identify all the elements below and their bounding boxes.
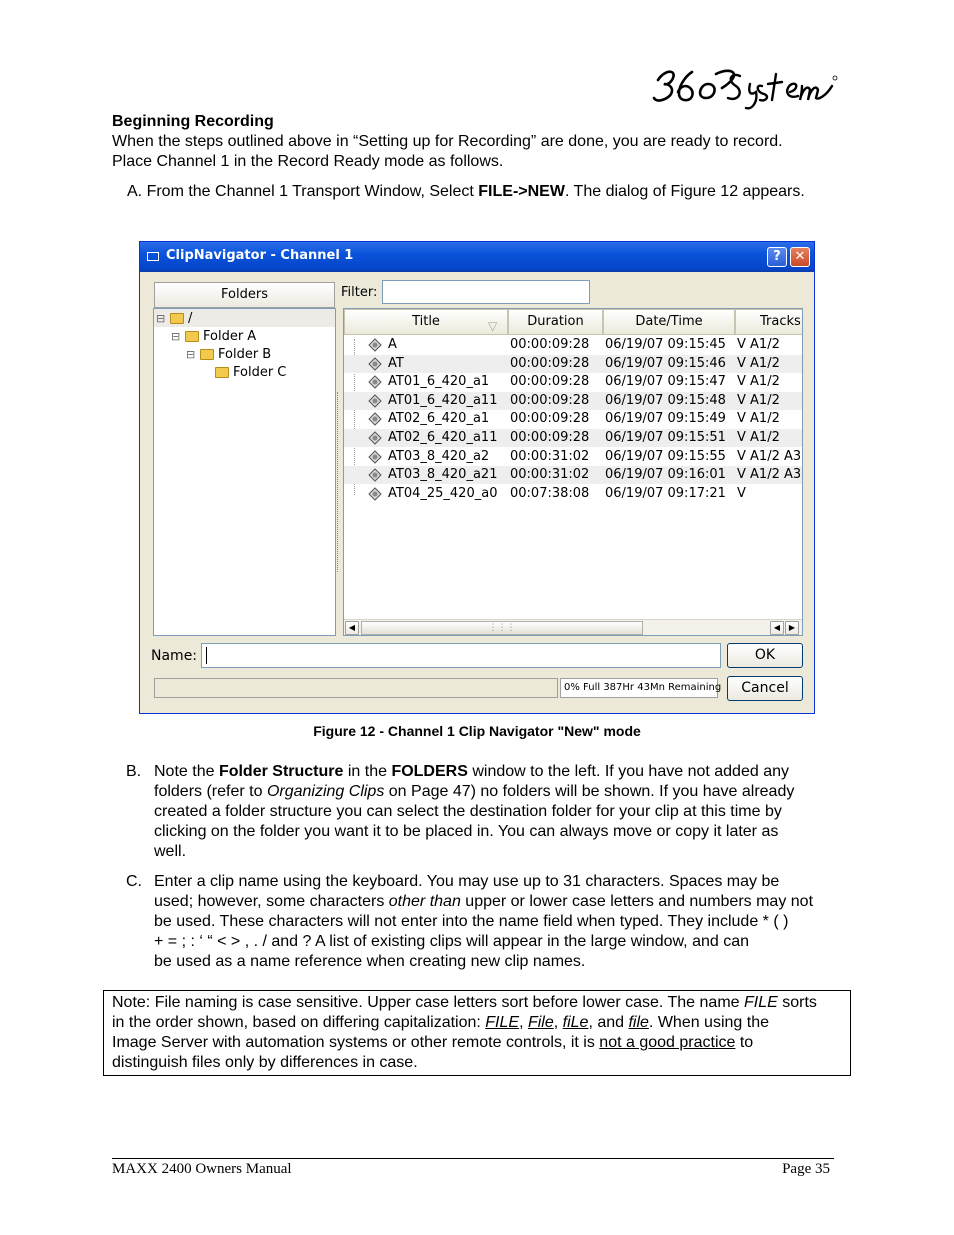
text: Note the bbox=[154, 763, 219, 780]
cell-date-time: 06/19/07 09:17:21 bbox=[605, 485, 726, 501]
cell-tracks: V A1/2 bbox=[737, 355, 780, 371]
cell-date-time: 06/19/07 09:15:47 bbox=[605, 374, 726, 390]
step-b-line-3: created a folder structure you can select the destination folder for your clip at this time by bbox=[154, 803, 782, 820]
cancel-button[interactable]: Cancel bbox=[727, 676, 803, 701]
name-input[interactable] bbox=[201, 643, 721, 668]
horizontal-scrollbar[interactable] bbox=[344, 619, 802, 636]
table-row[interactable] bbox=[344, 429, 802, 447]
cell-title: AT01_6_420_a11 bbox=[388, 392, 498, 408]
text: upper or lower case letters and numbers may not bbox=[460, 893, 814, 910]
cell-duration: 00:00:09:28 bbox=[510, 355, 590, 371]
column-tracks[interactable]: Tracks bbox=[735, 309, 803, 335]
sort-arrow-icon: ▽ bbox=[488, 319, 498, 333]
step-c-line-4: + = ; : ‘ “ < > , . / and ? A list of existing clips will appear in the large window, and can bbox=[154, 933, 749, 950]
intro-line-2: Place Channel 1 in the Record Ready mode as follows. bbox=[112, 153, 504, 170]
column-title-label: Title bbox=[412, 314, 440, 329]
column-duration[interactable]: Duration bbox=[508, 309, 603, 335]
table-row[interactable] bbox=[344, 373, 802, 391]
cell-title: AT02_6_420_a11 bbox=[388, 430, 498, 445]
scroll-thumb[interactable]: ⋮⋮⋮ bbox=[361, 621, 643, 635]
cell-date-time: 06/19/07 09:15:48 bbox=[605, 392, 726, 408]
cell-duration: 00:00:09:28 bbox=[510, 411, 590, 427]
cell-tracks: V bbox=[737, 485, 746, 501]
clip-icon bbox=[368, 468, 382, 482]
intro-line-1: When the steps outlined above in “Setting up for Recording” are done, you are ready to record. bbox=[112, 133, 783, 150]
cell-title: AT03_8_420_a2 bbox=[388, 448, 490, 464]
table-row[interactable] bbox=[344, 355, 802, 373]
clip-icon bbox=[368, 357, 382, 371]
folder-item[interactable] bbox=[201, 364, 286, 382]
scroll-left-end-button[interactable]: ◀ bbox=[770, 621, 784, 635]
text: sorts bbox=[777, 994, 817, 1011]
dialog-titlebar[interactable] bbox=[140, 242, 814, 272]
text-cursor bbox=[206, 647, 207, 664]
clip-icon bbox=[368, 375, 382, 389]
clip-icon bbox=[368, 450, 382, 464]
bold-term: Folder Structure bbox=[218, 763, 344, 780]
text: , bbox=[553, 1014, 563, 1031]
step-c-line-2 bbox=[154, 892, 813, 912]
folder-icon bbox=[200, 349, 214, 360]
folder-label: Folder B bbox=[218, 347, 272, 362]
help-button[interactable]: ? bbox=[767, 247, 787, 267]
step-b-marker: B. bbox=[126, 763, 142, 780]
footer-rule bbox=[112, 1158, 834, 1159]
clip-icon bbox=[368, 431, 382, 445]
filter-label: Filter: bbox=[341, 285, 378, 300]
ok-button[interactable]: OK bbox=[727, 643, 803, 668]
footer-page-number: Page 35 bbox=[782, 1161, 830, 1177]
table-row[interactable] bbox=[344, 485, 802, 503]
text: folders (refer to bbox=[154, 783, 267, 800]
table-row[interactable] bbox=[344, 466, 802, 484]
folder-icon bbox=[170, 313, 184, 324]
example-name: FILE bbox=[485, 1014, 520, 1031]
step-a-command: FILE->NEW bbox=[478, 183, 565, 200]
cell-duration: 00:00:31:02 bbox=[510, 448, 590, 464]
close-button[interactable]: ✕ bbox=[790, 247, 810, 267]
folder-icon bbox=[215, 367, 229, 378]
cell-title: AT04_25_420_a0 bbox=[388, 485, 498, 501]
name-label: Name: bbox=[151, 648, 198, 664]
logo-signature-icon bbox=[652, 62, 840, 112]
folder-label: / bbox=[188, 311, 193, 326]
window-icon bbox=[147, 252, 159, 261]
cell-tracks: V A1/2 A3 bbox=[737, 448, 802, 464]
clip-list bbox=[343, 308, 803, 636]
table-row[interactable] bbox=[344, 448, 802, 466]
text: used; however, some characters bbox=[154, 893, 389, 910]
dialog-title: ClipNavigator - Channel 1 bbox=[166, 248, 354, 263]
cell-duration: 00:07:38:08 bbox=[510, 485, 590, 501]
cell-date-time: 06/19/07 09:15:55 bbox=[605, 448, 726, 464]
cell-date-time: 06/19/07 09:15:45 bbox=[605, 337, 726, 352]
cell-duration: 00:00:09:28 bbox=[510, 337, 590, 352]
bold-term: FOLDERS bbox=[391, 763, 468, 780]
table-row[interactable] bbox=[344, 410, 802, 428]
text: . When using the bbox=[648, 1014, 769, 1031]
italic-term: other than bbox=[388, 893, 461, 910]
italic-term: FILE bbox=[744, 994, 778, 1011]
cell-tracks: V A1/2 bbox=[737, 374, 780, 390]
cell-tracks: V A1/2 A3 bbox=[737, 467, 802, 483]
expand-toggle-icon[interactable]: ⊟ bbox=[156, 312, 166, 325]
step-b-line-2 bbox=[154, 782, 794, 802]
cell-title: AT01_6_420_a1 bbox=[388, 374, 490, 390]
cell-title: A bbox=[388, 337, 397, 352]
folder-label: Folder C bbox=[233, 365, 287, 380]
cell-duration: 00:00:09:28 bbox=[510, 374, 590, 390]
step-b-line-4: clicking on the folder you want it to be placed in. You can always move or copy it later as bbox=[154, 823, 779, 840]
scroll-right-button[interactable]: ▶ bbox=[785, 621, 799, 635]
clip-icon bbox=[368, 412, 382, 426]
example-name: file bbox=[628, 1014, 649, 1031]
clip-navigator-dialog bbox=[139, 241, 815, 714]
note-line-4: distinguish files only by differences in case. bbox=[112, 1054, 418, 1071]
text: Image Server with automation systems or other remote controls, it is bbox=[112, 1034, 600, 1051]
cell-duration: 00:00:09:28 bbox=[510, 430, 590, 445]
figure-caption: Figure 12 - Channel 1 Clip Navigator "New" mode bbox=[313, 723, 641, 739]
folder-item[interactable] bbox=[186, 346, 271, 364]
column-datetime[interactable]: Date/Time bbox=[603, 309, 735, 335]
text: , bbox=[519, 1014, 528, 1031]
step-a-text: A. From the Channel 1 Transport Window, Select bbox=[127, 183, 479, 200]
text: Note: File naming is case sensitive. Upper case letters sort before lower case. The name bbox=[112, 994, 744, 1011]
disk-status: 0% Full 387Hr 43Mn Remaining bbox=[560, 678, 718, 698]
table-row[interactable] bbox=[344, 392, 802, 410]
folders-header-button[interactable]: Folders bbox=[154, 282, 335, 308]
cell-title: AT bbox=[388, 355, 404, 371]
cell-tracks: V A1/2 bbox=[737, 430, 780, 445]
underlined-term: not a good practice bbox=[599, 1034, 736, 1051]
folders-tree bbox=[153, 308, 336, 636]
cell-tracks: V A1/2 bbox=[737, 392, 780, 408]
step-b-line-1 bbox=[154, 762, 789, 782]
text: on Page 47) no folders will be shown. If you have already bbox=[384, 783, 795, 800]
expand-toggle-icon[interactable]: ⊟ bbox=[186, 348, 196, 361]
example-name: File bbox=[527, 1014, 554, 1031]
filter-input[interactable] bbox=[382, 280, 590, 304]
cell-tracks: V A1/2 bbox=[737, 337, 780, 352]
clip-icon bbox=[368, 487, 382, 501]
note-box bbox=[103, 990, 851, 1076]
text: to bbox=[735, 1034, 754, 1051]
brand-logo bbox=[652, 62, 840, 112]
cell-date-time: 06/19/07 09:15:46 bbox=[605, 355, 726, 371]
folder-item[interactable] bbox=[156, 310, 192, 328]
note-line-2 bbox=[112, 1013, 769, 1033]
step-a bbox=[127, 182, 805, 202]
clip-icon bbox=[368, 394, 382, 408]
text: window to the left. If you have not added any bbox=[467, 763, 789, 780]
step-c-line-3: be used. These characters will not enter into the name field when typed. They include * ( ) bbox=[154, 913, 789, 930]
cell-date-time: 06/19/07 09:15:49 bbox=[605, 411, 726, 427]
cell-duration: 00:00:31:02 bbox=[510, 467, 590, 483]
step-c-line-5: be used as a name reference when creating new clip names. bbox=[154, 953, 586, 970]
footer-manual-title: MAXX 2400 Owners Manual bbox=[112, 1161, 292, 1177]
cell-title: AT03_8_420_a21 bbox=[388, 467, 498, 483]
text: , and bbox=[588, 1014, 629, 1031]
scroll-left-button[interactable]: ◀ bbox=[345, 621, 359, 635]
section-heading: Beginning Recording bbox=[112, 113, 274, 130]
italic-term: Organizing Clips bbox=[266, 783, 385, 800]
note-line-3 bbox=[112, 1033, 753, 1053]
step-c-marker: C. bbox=[126, 873, 142, 890]
cell-tracks: V A1/2 bbox=[737, 411, 780, 427]
folder-label: Folder A bbox=[203, 329, 257, 344]
note-line-1 bbox=[112, 993, 817, 1013]
clip-icon bbox=[368, 338, 382, 352]
step-a-suffix: . The dialog of Figure 12 appears. bbox=[564, 183, 805, 200]
cell-date-time: 06/19/07 09:16:01 bbox=[605, 467, 726, 483]
expand-toggle-icon[interactable]: ⊟ bbox=[171, 330, 181, 343]
step-c-line-1: Enter a clip name using the keyboard. You may use up to 31 characters. Spaces may be bbox=[154, 873, 780, 890]
cell-title: AT02_6_420_a1 bbox=[388, 411, 490, 427]
step-b-line-5: well. bbox=[154, 843, 187, 860]
text: in the order shown, based on differing capitalization: bbox=[112, 1014, 486, 1031]
cell-date-time: 06/19/07 09:15:51 bbox=[605, 430, 726, 445]
table-row[interactable] bbox=[344, 336, 802, 354]
text: in the bbox=[343, 763, 392, 780]
progress-bar bbox=[154, 678, 558, 698]
column-title[interactable] bbox=[344, 309, 508, 335]
folder-icon bbox=[185, 331, 199, 342]
cell-duration: 00:00:09:28 bbox=[510, 392, 590, 408]
panel-splitter[interactable] bbox=[337, 392, 342, 572]
clip-rows bbox=[344, 336, 802, 616]
example-name: fiLe bbox=[562, 1014, 589, 1031]
folder-item[interactable] bbox=[171, 328, 256, 346]
